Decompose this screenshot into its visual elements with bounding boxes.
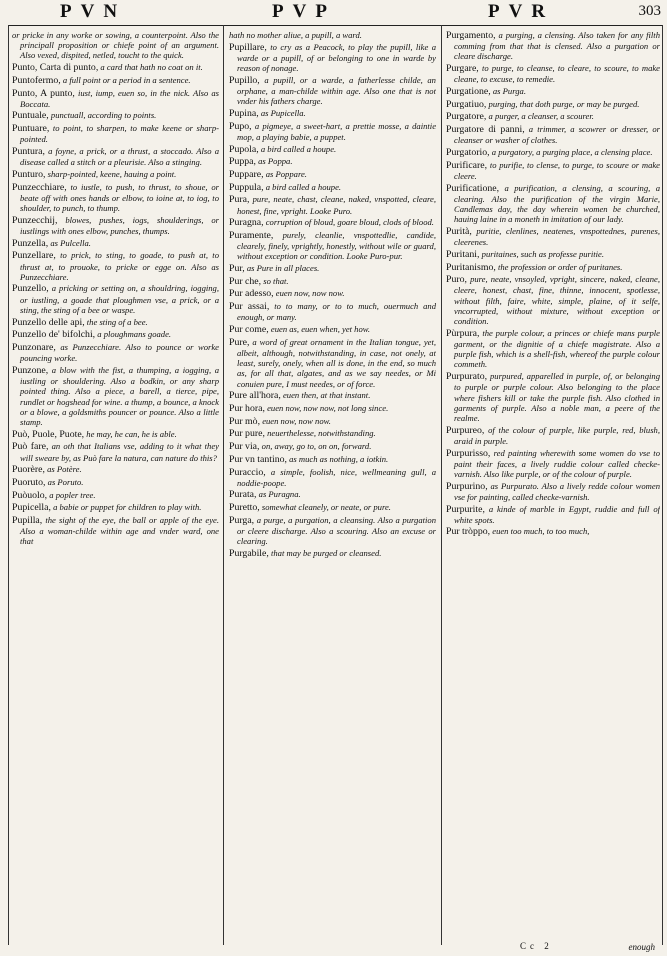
entry-headword: Punzecchiare, [12,181,67,193]
entry-headword: Purificatione, [446,182,500,194]
entry-definition: puritie, clenlines, neatenes, vnspottednes, purenes, cleerenes. [454,225,660,248]
dictionary-entry [12,429,219,440]
entry-headword: Pupillare, [229,41,267,53]
entry-definition: a trimmer, a scowrer or dresser, or cleanser or washer of clothes. [454,124,660,146]
dictionary-entry [12,110,219,121]
entry-definition: the sting of a bee. [86,316,148,327]
dictionary-entry [229,324,436,335]
entry-definition: a babie or puppet for children to play with. [53,502,202,513]
header-right: PVR [488,1,555,22]
dictionary-entry [446,425,660,446]
entry-headword: Puppa, [229,156,256,168]
entry-definition: a full point or a period in a sentence. [62,74,191,85]
dictionary-entry [229,42,436,74]
entry-headword: Pure all'hora, [229,390,281,402]
dictionary-entry [229,144,436,155]
entry-definition: euen now, now now. [275,288,345,299]
entry-definition: iust, iump, euen so, in the nick. Also as Boccata. [20,87,219,109]
entry-headword: Purpurite, [446,503,485,515]
entry-definition: or pricke in any worke or sowing, a counterpoint. Also the principall proposition or chiefe point of an argument. Also vexed, dispited, netled, toucht to the quick. [12,30,219,61]
entry-definition: to to many, or to to much, ouermuch and enough, or many. [237,301,436,323]
dictionary-entry [12,123,219,144]
dictionary-entry [446,183,660,225]
entry-definition: the sight of the eye, the ball or apple of the eye. Also a woman-childe within age and vnder ward, one that [20,515,219,547]
header-left: PVN [60,1,127,22]
entry-definition: to purifie, to clense, to purge, to scoure or make cleere. [454,159,660,181]
entry-definition: a purification, a clensing, a scouring, a clearing. Also the purification of the virgin Marie, Candlemas day, the day wherein women be churched, hauing laine in a moneth in imitation of our lady. [454,182,660,225]
entry-definition: a pupill, or a warde, a fatherlesse childe, an orphane, a man-childe within age. Also one that is not vnder his fathers charge. [237,74,436,107]
entry-definition: as Pupicella. [260,107,306,118]
page-number: 303 [638,3,661,19]
dictionary-entry [12,75,219,86]
entry-headword: Punzonare, [12,341,56,353]
entry-definition: hath no mother aliue, a pupill, a ward. [229,30,362,40]
dictionary-entry [229,75,436,107]
dictionary-entry [229,121,436,142]
dictionary-entry [12,329,219,340]
entry-definition: purpured, apparelled in purple, of, or belonging to purple or purple colour. Also belonging to the place where fishers kill or take the purple fish. Also clothed in garments of purple. Also a noble man, a peere of the realme. [454,371,660,423]
entry-headword: Punturo, [12,168,46,180]
dictionary-entry [446,504,660,525]
entry-definition: of the colour of purple, like purple, red, blush, araid in purple. [454,424,660,446]
dictionary-entry [229,515,436,547]
entry-headword: Puorère, [12,464,45,476]
dictionary-entry [229,416,436,427]
dictionary-entry [12,502,219,513]
entry-definition: as Poppare. [265,168,307,179]
running-header [0,0,667,22]
entry-headword: Puoruto, [12,476,46,488]
entry-headword: Pur che, [229,275,262,287]
dictionary-entry [229,390,436,401]
dictionary-entry [446,274,660,326]
entry-definition: as Purga. [492,86,526,97]
entry-headword: Pura, [229,194,250,206]
entry-headword: Purgatore di panni, [446,124,525,136]
entry-headword: Pur assai, [229,301,270,313]
entry-definition: as Puragna. [258,489,301,500]
entry-definition: as Punzecchiare. Also to pounce or worke pouncing worke. [20,341,219,364]
dictionary-entry [446,371,660,423]
dictionary-entry [12,441,219,462]
entry-headword: Puretto, [229,502,260,514]
entry-definition: as Poppa. [258,156,293,167]
dictionary-entry [229,548,436,559]
entry-headword: Puppare, [229,168,264,180]
entry-definition: punctuall, according to points. [50,110,157,121]
entry-definition: as Pure in all places. [246,263,320,274]
entry-definition: pure, neate, chast, cleane, naked, vnspotted, cleare, honest, fine, vpright. Looke Puro. [237,194,436,216]
dictionary-entry [229,182,436,193]
entry-headword: Purpurato, [446,371,488,383]
entry-headword: Può, Puole, Puote, [12,428,85,440]
dictionary-entry [229,441,436,452]
entry-headword: Purgare, [446,63,479,75]
entry-definition: somewhat cleanely, or neate, or pure. [261,502,391,513]
dictionary-entry [229,467,436,488]
dictionary-entry [446,526,660,537]
entry-headword: Purgatione, [446,86,491,98]
entry-headword: Puraccio, [229,466,266,478]
entry-definition: a purge, a purgation, a cleansing. Also a purgation or cleere discharge. Also a scouring. Also an excuse or clearing. [237,514,436,547]
entry-headword: Può fare, [12,441,49,453]
entry-definition: on, away, go to, on on, forward. [261,441,372,452]
entry-definition: the profession or order of puritanes. [497,261,623,272]
entry-headword: Purpurino, [446,480,488,492]
dictionary-entry [12,515,219,547]
entry-definition: a word of great ornament in the Italian tongue, yet, albeit, although, notwithstanding, in case, not onely, at least, surely, onely, when all is done, in the end, so much as, for all that, algates, and as we say needes, or Mi conuien pure, I must needes, or of force. [237,336,436,389]
dictionary-entry [229,276,436,287]
entry-definition: as Potère. [47,464,82,475]
entry-headword: Pupina, [229,107,259,119]
dictionary-entry [12,250,219,282]
entry-headword: Pure, [229,336,250,348]
entry-definition: a foyne, a prick, or a thrust, a stoccado. Also a disease called a stitch or a pleurisie. Also a stinging. [20,146,219,168]
entry-definition: sharp-pointed, keene, hauing a point. [47,168,177,179]
dictionary-entry [446,448,660,480]
entry-definition: a purger, a cleanser, a scourer. [488,111,594,122]
entry-headword: Pur come, [229,324,269,336]
dictionary-entry [12,464,219,475]
entry-headword: Pur mò, [229,415,261,427]
header-rule [8,25,663,26]
entry-definition: a card that hath no coat on it. [100,62,203,73]
dictionary-entry [229,263,436,274]
dictionary-entry [446,30,660,62]
dictionary-entry [229,301,436,322]
entry-headword: Pur adesso, [229,288,274,300]
dictionary-entry [12,30,219,61]
entry-headword: Purga, [229,514,255,526]
entry-headword: Punzecchij, [12,214,58,226]
entry-headword: Puppula, [229,181,264,193]
entry-definition: a blow with the fist, a thumping, a iogging, a iustling or shouldering. Also a bodkin, or any sharp pointed thing. Also a piece, a barell, a tierce, pipe, rundlet or hogshead for wine. a thump, a bounce, a knock or a blowe, a goldsmiths pouncer or pounce. Also a little stamp. [20,364,219,427]
entry-headword: Pur, [229,263,245,275]
signature-mark: Cc 2 [520,941,553,951]
header-middle: PVP [272,1,336,22]
entry-headword: Pur vn tantino, [229,453,287,465]
dictionary-entry [446,124,660,145]
dictionary-entry [229,502,436,513]
entry-headword: Pupicella, [12,502,51,514]
entry-definition: a bird called a houpe. [265,181,342,192]
entry-definition: red painting wherewith some women do vse to paint their faces, a lively ruddie colour called checke-varnish. Also like purple, or of the colour of purple. [454,447,660,479]
dictionary-entry [12,88,219,109]
entry-definition: so that. [263,275,289,286]
entry-headword: Purgamento, [446,30,496,41]
entry-headword: Puro, [446,274,467,286]
column-1 [12,30,219,942]
dictionary-entry [229,217,436,228]
entry-definition: a pigmeye, a sweet-hart, a prettie mosse, a daintie mop, a playing babie, a puppet. [237,120,436,142]
dictionary-entry [229,156,436,167]
entry-headword: Puntofermo, [12,74,61,86]
column-rule-1 [223,25,224,945]
entry-headword: Purità, [446,225,472,237]
column-2 [229,30,436,942]
dictionary-entry [229,489,436,500]
entry-headword: Puritanismo, [446,261,496,273]
entry-definition: as Poruto. [47,476,84,487]
entry-headword: Pur hora, [229,403,265,414]
dictionary-entry [12,365,219,427]
entry-definition: that may be purged or cleansed. [270,547,382,558]
dictionary-entry [12,169,219,180]
column-rule-2 [441,25,442,945]
dictionary-entry [12,182,219,214]
entry-definition: to iustle, to push, to thrust, to shoue, or beate off with ones hands or elbow, to ioine at, to iog, to shoulder, to punch, to thump. [20,181,219,214]
dictionary-entry [446,328,660,370]
column-rule-right [662,25,663,945]
entry-headword: Pur tròppo, [446,526,491,538]
entry-headword: Puntuare, [12,123,50,135]
entry-definition: euen then, at that instant. [282,390,371,401]
entry-definition: euen too much, to too much, [492,526,590,537]
entry-definition: the purple colour, a princes or chiefe mans purple garment, or the dignitie of a chiefe magistrate. Also a purple fish, which is a shell-fish, whereof the purple colour commeth. [454,327,660,370]
dictionary-entry [12,238,219,249]
entry-headword: Punzella, [12,237,49,249]
dictionary-entry [446,99,660,110]
dictionary-entry [446,249,660,260]
entry-definition: blowes, pushes, iogs, shoulderings, or iustlings with ones elbow, punches, thumps. [20,214,219,236]
entry-headword: Punzellare, [12,250,56,262]
entry-definition: euen as, euen when, yet how. [270,324,371,335]
dictionary-entry [229,194,436,215]
entry-headword: Purpureo, [446,424,485,436]
dictionary-entry [12,317,219,328]
entry-definition: corruption of bloud, goare bloud, clods of blood. [265,217,434,228]
dictionary-entry [12,62,219,73]
entry-headword: Pupilla, [12,515,43,527]
dictionary-entry [446,262,660,273]
dictionary-entry [12,283,219,315]
entry-definition: a simple, foolish, nice, wellmeaning gull, a noddie-poope. [237,466,436,488]
entry-definition: to point, to sharpen, to make keene or sharp-pointed. [20,123,219,145]
entry-headword: Puntuale, [12,110,49,122]
entry-headword: Punzello, [12,283,49,295]
dictionary-entry [229,288,436,299]
entry-definition: a pricking or setting on, a shouldring, iogging, or iustling, a goade that ploughmen vse, a prick, or a sting, the sting of a bee or waspe. [20,283,219,315]
entry-definition: to purge, to cleanse, to cleare, to scoure, to make cleane, to excuse, to remedie. [454,63,660,85]
entry-definition: as Pulcella. [50,237,91,248]
entry-headword: Pur pure, [229,428,265,440]
catchword: enough [628,942,655,952]
entry-headword: Punto, A punto, [12,87,75,99]
entry-definition: neuerthelesse, notwithstanding. [267,428,376,439]
entry-definition: a kinde of marble in Egypt, ruddie and full of white spots. [454,503,660,525]
entry-headword: Pupola, [229,143,259,155]
entry-definition: puritaines, such as professe puritie. [481,248,605,259]
dictionary-entry [229,169,436,180]
entry-definition: as Purpurato. Also a lively redde colour women vse for painting, called checke-varnish. [454,480,660,502]
entry-definition: pure, neate, vnsoyled, vpright, sincere, naked, cleane, cleere, honest, chast, fine, thinne, innocent, spotlesse, without filth, faire, white, simple, plaine, of it selfe, vncorrupted, without mixture, without exception or condition. [454,274,660,327]
entry-headword: Pupillo, [229,74,260,86]
column-rule-left [8,25,9,945]
dictionary-entry [446,63,660,84]
entry-definition: euen now, now now. [262,415,331,426]
dictionary-entry [229,230,436,262]
entry-headword: Puramente, [229,229,274,241]
dictionary-entry [12,490,219,501]
entry-definition: a purgatory, a purging place, a clensing place. [491,147,653,158]
dictionary-entry [229,337,436,389]
entry-headword: Purata, [229,489,257,501]
entry-definition: an oth that Italians vse, adding to it what they will sweare by, as Può fare la natura, can nature do this? [20,441,219,463]
entry-headword: Purpurisso, [446,447,491,459]
dictionary-entry [12,477,219,488]
entry-definition: to prick, to sting, to goade, to push at, to thrust at, to prouoke, to pricke or egge on. Also as Punzecchiare. [20,250,219,282]
entry-headword: Purgabile, [229,547,269,559]
entry-definition: to cry as a Peacock, to play the pupill, like a warde or a pupill, of or belonging to one in warde by reason of nonage. [237,41,436,74]
entry-headword: Purgatore, [446,111,487,123]
entry-definition: purging, that doth purge, or may be purged. [488,98,640,109]
dictionary-entry [229,30,436,40]
entry-definition: he may, he can, he is able. [86,428,177,439]
dictionary-entry [446,226,660,247]
entry-headword: Punzone, [12,364,49,376]
entry-definition: a purging, a clensing. Also taken for any filth comming from that that is clensed. Also a purgation or cleare discharge. [454,30,660,62]
entry-headword: Punzello de' bifolchi, [12,329,96,341]
dictionary-entry [229,428,436,439]
dictionary-entry [446,160,660,181]
dictionary-entry [446,111,660,122]
dictionary-entry [229,454,436,465]
entry-headword: Purgatorio, [446,147,490,159]
column-3 [446,30,660,942]
dictionary-entry [229,403,436,414]
entry-definition: a popler tree. [49,489,96,500]
entry-headword: Punzello delle api, [12,316,85,328]
entry-definition: as much as nothing, a iotkin. [289,453,389,464]
entry-definition: purely, cleanlie, vnspottedlie, candide, clearely, finely, vprightly, honestly, without wile or guard, without exception or condition. Looke Puro-pur. [237,229,436,262]
dictionary-entry [446,86,660,97]
dictionary-entry [12,215,219,236]
dictionary-entry [12,146,219,167]
dictionary-entry [229,108,436,119]
entry-headword: Puòuolo, [12,489,48,501]
entry-headword: Pùrpura, [446,327,480,339]
dictionary-entry [12,342,219,363]
entry-headword: Puragna, [229,217,264,229]
entry-headword: Punto, Carta di punto, [12,62,99,74]
entry-definition: a bird called a houpe. [260,143,337,154]
entry-definition: euen now, now now, not long since. [267,403,389,413]
entry-headword: Pur via, [229,441,260,453]
entry-headword: Puritani, [446,248,480,260]
dictionary-entry [446,147,660,158]
dictionary-entry [446,481,660,502]
entry-headword: Purgatiuo, [446,98,487,110]
entry-headword: Pupo, [229,120,252,132]
entry-headword: Puntura, [12,146,45,158]
entry-headword: Purificare, [446,159,488,171]
entry-definition: a ploughmans goade. [97,329,172,340]
